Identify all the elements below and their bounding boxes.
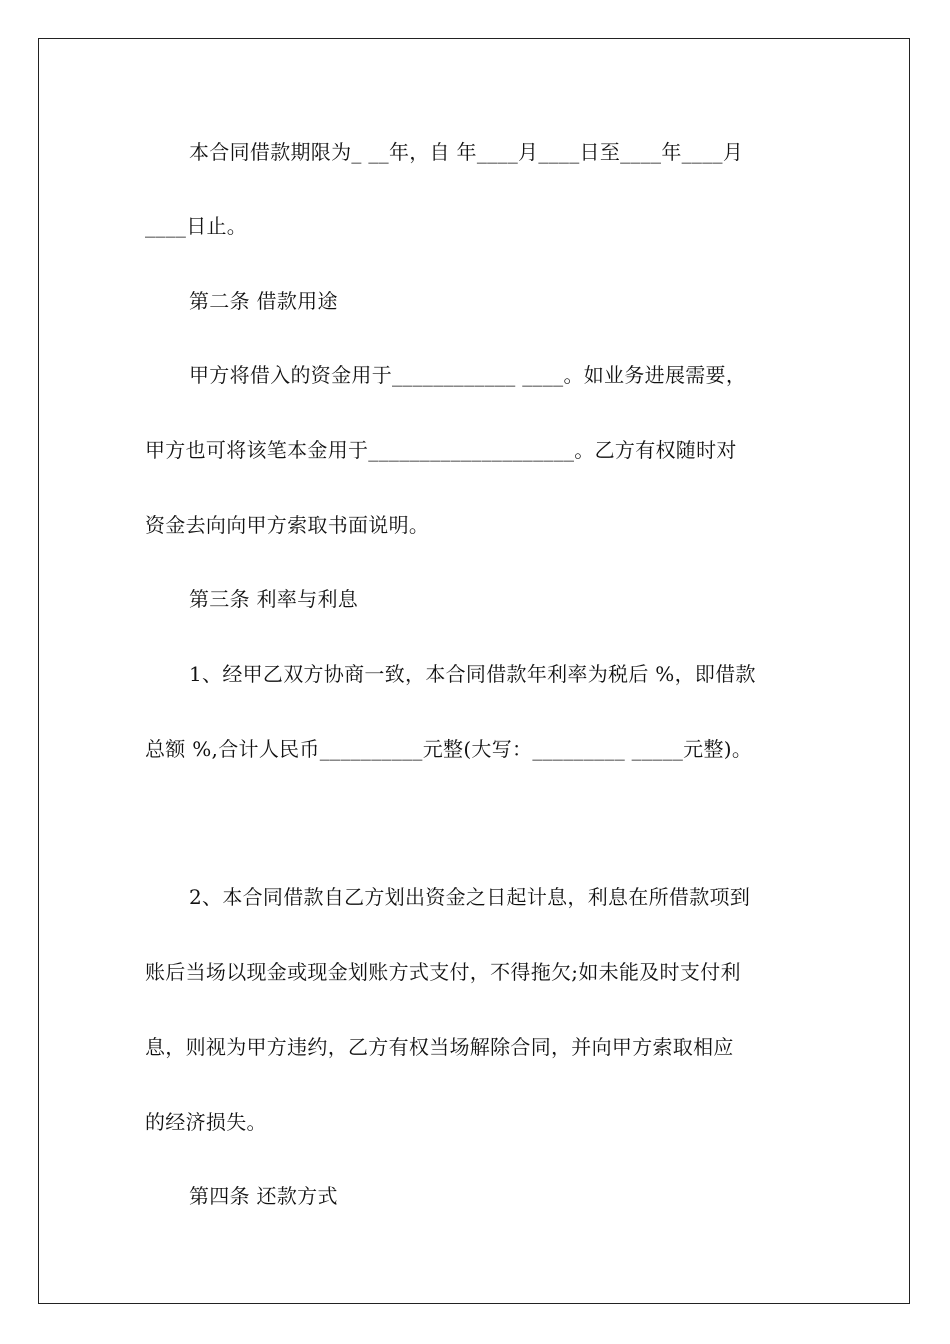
interest-clause-2-line-2: 账后当场以现金或现金划账方式支付，不得拖欠;如未能及时支付利 [145, 960, 741, 984]
loan-purpose-line-2: 甲方也可将该笔本金用于____________________。乙方有权随时对 [145, 438, 737, 462]
article-3-heading: 第三条 利率与利息 [189, 587, 359, 611]
loan-term-end-line: ____日止。 [145, 214, 248, 238]
article-2-heading: 第二条 借款用途 [189, 289, 338, 313]
loan-purpose-line-3: 资金去向向甲方索取书面说明。 [145, 513, 430, 537]
interest-clause-1-line-1: 1、经甲乙双方协商一致，本合同借款年利率为税后 %，即借款 [189, 662, 756, 686]
interest-clause-2-line-1: 2、本合同借款自乙方划出资金之日起计息，利息在所借款项到 [189, 885, 751, 909]
interest-clause-2-line-4: 的经济损失。 [145, 1110, 267, 1134]
loan-purpose-line-1: 甲方将借入的资金用于____________ ____。如业务进展需要， [189, 363, 747, 387]
loan-term-line: 本合同借款期限为_ __年，自 年____月____日至____年____月 [189, 140, 744, 164]
article-4-heading: 第四条 还款方式 [189, 1184, 338, 1208]
interest-clause-2-line-3: 息，则视为甲方违约，乙方有权当场解除合同，并向甲方索取相应 [145, 1035, 734, 1059]
interest-clause-1-line-2: 总额 %,合计人民币__________元整(大写：_________ _____元整)。 [145, 737, 753, 761]
